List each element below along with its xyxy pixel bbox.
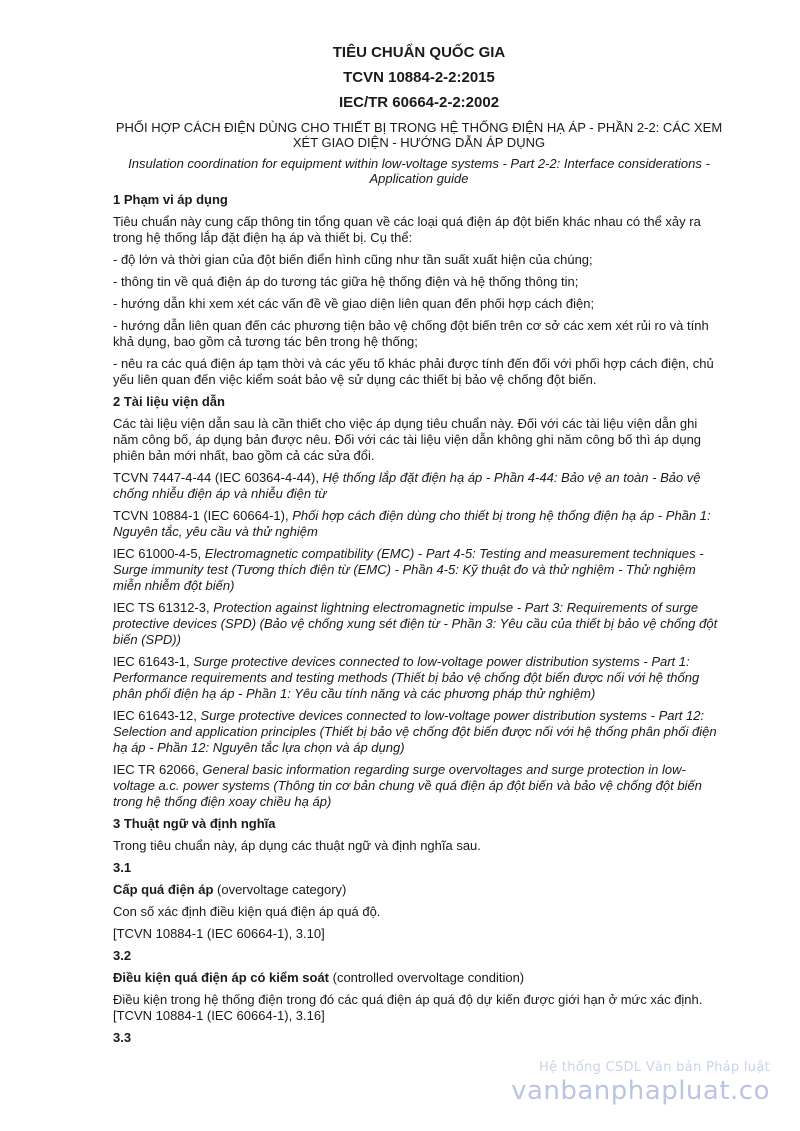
terms-intro: Trong tiêu chuẩn này, áp dụng các thuật ngữ và định nghĩa sau. [113,838,481,853]
doc-subtitle-en: Insulation coordination for equipment within low-voltage systems - Part 2-2: Interface considerations - Application guide [128,156,710,186]
reference-title: Phối hợp cách điện dùng cho thiết bị trong hệ thống điện hạ áp - Phần 1: Nguyên tắc, yêu cầu và thử nghiệm [113,508,711,539]
reference-code: IEC 61000-4-5, [113,546,205,561]
reference-code: IEC TS 61312-3, [113,600,214,615]
reference-item [113,762,725,810]
term-english: (overvoltage category) [213,882,347,897]
scope-item: - độ lớn và thời gian của đột biến điển hình cũng như tần suất xuất hiện của chúng; [113,252,593,267]
term-source: [TCVN 10884-1 (IEC 60664-1), 3.10] [113,926,325,941]
reference-title: Surge protective devices connected to low-voltage power distribution systems - Part 1: Performance requirements and testing methods (Thiết bị bảo vệ chống đột biến được nối với hệ thống phân phối điện hạ áp - Phần 1: Yêu cầu tính năng và các phương pháp thử nghiệm) [113,654,700,701]
watermark-text: Hệ thống CSDL Văn bản Pháp luật [539,1060,770,1075]
section-heading-terms: 3 Thuật ngữ và định nghĩa [113,816,276,831]
reference-item [113,654,725,702]
references-intro: Các tài liệu viện dẫn sau là cần thiết cho việc áp dụng tiêu chuẩn này. Đối với các tài liệu viện dẫn ghi năm công bố, áp dụng bản được nêu. Đối với các tài liệu viện dẫn không ghi năm công bố thì áp dụng phiên bản mới nhất, bao gồm cả các sửa đổi. [113,416,702,463]
reference-code: TCVN 7447-4-44 (IEC 60364-4-44), [113,470,323,485]
watermark-site: vanbanphapluat.co [511,1076,770,1106]
term-definition: Điều kiện trong hệ thống điện trong đó các quá điện áp quá độ dự kiến được giới hạn ở mức xác định. [113,992,703,1007]
term-english: (controlled overvoltage condition) [329,970,525,985]
scope-item: - nêu ra các quá điện áp tạm thời và các yếu tố khác phải được tính đến đối với phối hợp cách điện, chủ yếu liên quan đến việc kiểm soát bảo vệ sử dụng các thiết bị bảo vệ chống đột biến. [113,356,714,387]
reference-code: IEC 61643-1, [113,654,194,669]
doc-title-2: TCVN 10884-2-2:2015 [343,69,495,86]
reference-item [113,470,725,502]
term-number: 3.3 [113,1030,132,1045]
doc-title-1: TIÊU CHUẨN QUỐC GIA [332,44,506,61]
scope-intro: Tiêu chuẩn này cung cấp thông tin tổng quan về các loại quá điện áp đột biến khác nhau có thể xảy ra trong hệ thống lắp đặt điện hạ áp và thiết bị. Cụ thể: [113,214,701,245]
term-source: [TCVN 10884-1 (IEC 60664-1), 3.16] [113,1008,325,1023]
reference-item [113,600,725,648]
reference-item [113,708,725,756]
reference-code: TCVN 10884-1 (IEC 60664-1), [113,508,293,523]
section-heading-references: 2 Tài liệu viện dẫn [113,394,225,409]
term-title [113,970,725,986]
watermark [511,1060,770,1106]
reference-item [113,546,725,594]
reference-title: Protection against lightning electromagnetic impulse - Part 3: Requirements of surge protective devices (SPD) (Bảo vệ chống xung sét điện từ - Phần 3: Yêu cầu của thiết bị bảo vệ chống đột biến (SPD)) [113,600,718,647]
reference-code: IEC TR 62066, [113,762,203,777]
reference-title: Electromagnetic compatibility (EMC) - Part 4-5: Testing and measurement techniques - Surge immunity test (Tương thích điện từ (EMC) - Phần 4-5: Kỹ thuật đo và thử nghiệm - Thử nghiệm miễn nhiễm đột biến) [113,546,704,593]
scope-item: - hướng dẫn khi xem xét các vấn đề về giao diện liên quan đến phối hợp cách điện; [113,296,595,311]
scope-item: - thông tin về quá điện áp do tương tác giữa hệ thống điện và hệ thống thông tin; [113,274,579,289]
reference-item [113,508,725,540]
reference-title: Surge protective devices connected to low-voltage power distribution systems - Part 12: Selection and application principles (Thiết bị bảo vệ chống đột biến được nối với hệ thống phân phối điện hạ áp - Phần 12: Nguyên tắc lựa chọn và áp dụng) [113,708,717,755]
term-name: Điều kiện quá điện áp có kiểm soát [113,970,330,985]
reference-title: General basic information regarding surge overvoltages and surge protection in low-voltage a.c. power systems (Thông tin cơ bản chung về quá điện áp đột biến và bảo vệ chống đột biến trong hệ thống điện xoay chiều hạ áp) [113,762,702,809]
doc-title-3: IEC/TR 60664-2-2:2002 [338,94,500,111]
section-heading-scope: 1 Phạm vi áp dụng [113,192,228,207]
document-page [113,44,725,1052]
term-name: Cấp quá điện áp [113,882,214,897]
doc-subtitle-vi: PHỐI HỢP CÁCH ĐIỆN DÙNG CHO THIẾT BỊ TRONG HỆ THỐNG ĐIỆN HẠ ÁP - PHẦN 2-2: CÁC XEM XÉT GIAO DIỆN - HƯỚNG DẪN ÁP DỤNG [115,120,723,150]
reference-title: Hệ thống lắp đặt điện hạ áp - Phần 4-44: Bảo vệ an toàn - Bảo vệ chống nhiễu điện áp và nhiễu điện từ [113,470,701,501]
term-title [113,882,725,898]
term-number: 3.1 [113,860,132,875]
reference-code: IEC 61643-12, [113,708,201,723]
term-definition: Con số xác định điều kiện quá điện áp quá độ. [113,904,381,919]
scope-item: - hướng dẫn liên quan đến các phương tiện bảo vệ chống đột biến trên cơ sở các xem xét rủi ro và tính khả dụng, bao gồm cả tương tác bên trong hệ thống; [113,318,709,349]
term-number: 3.2 [113,948,132,963]
